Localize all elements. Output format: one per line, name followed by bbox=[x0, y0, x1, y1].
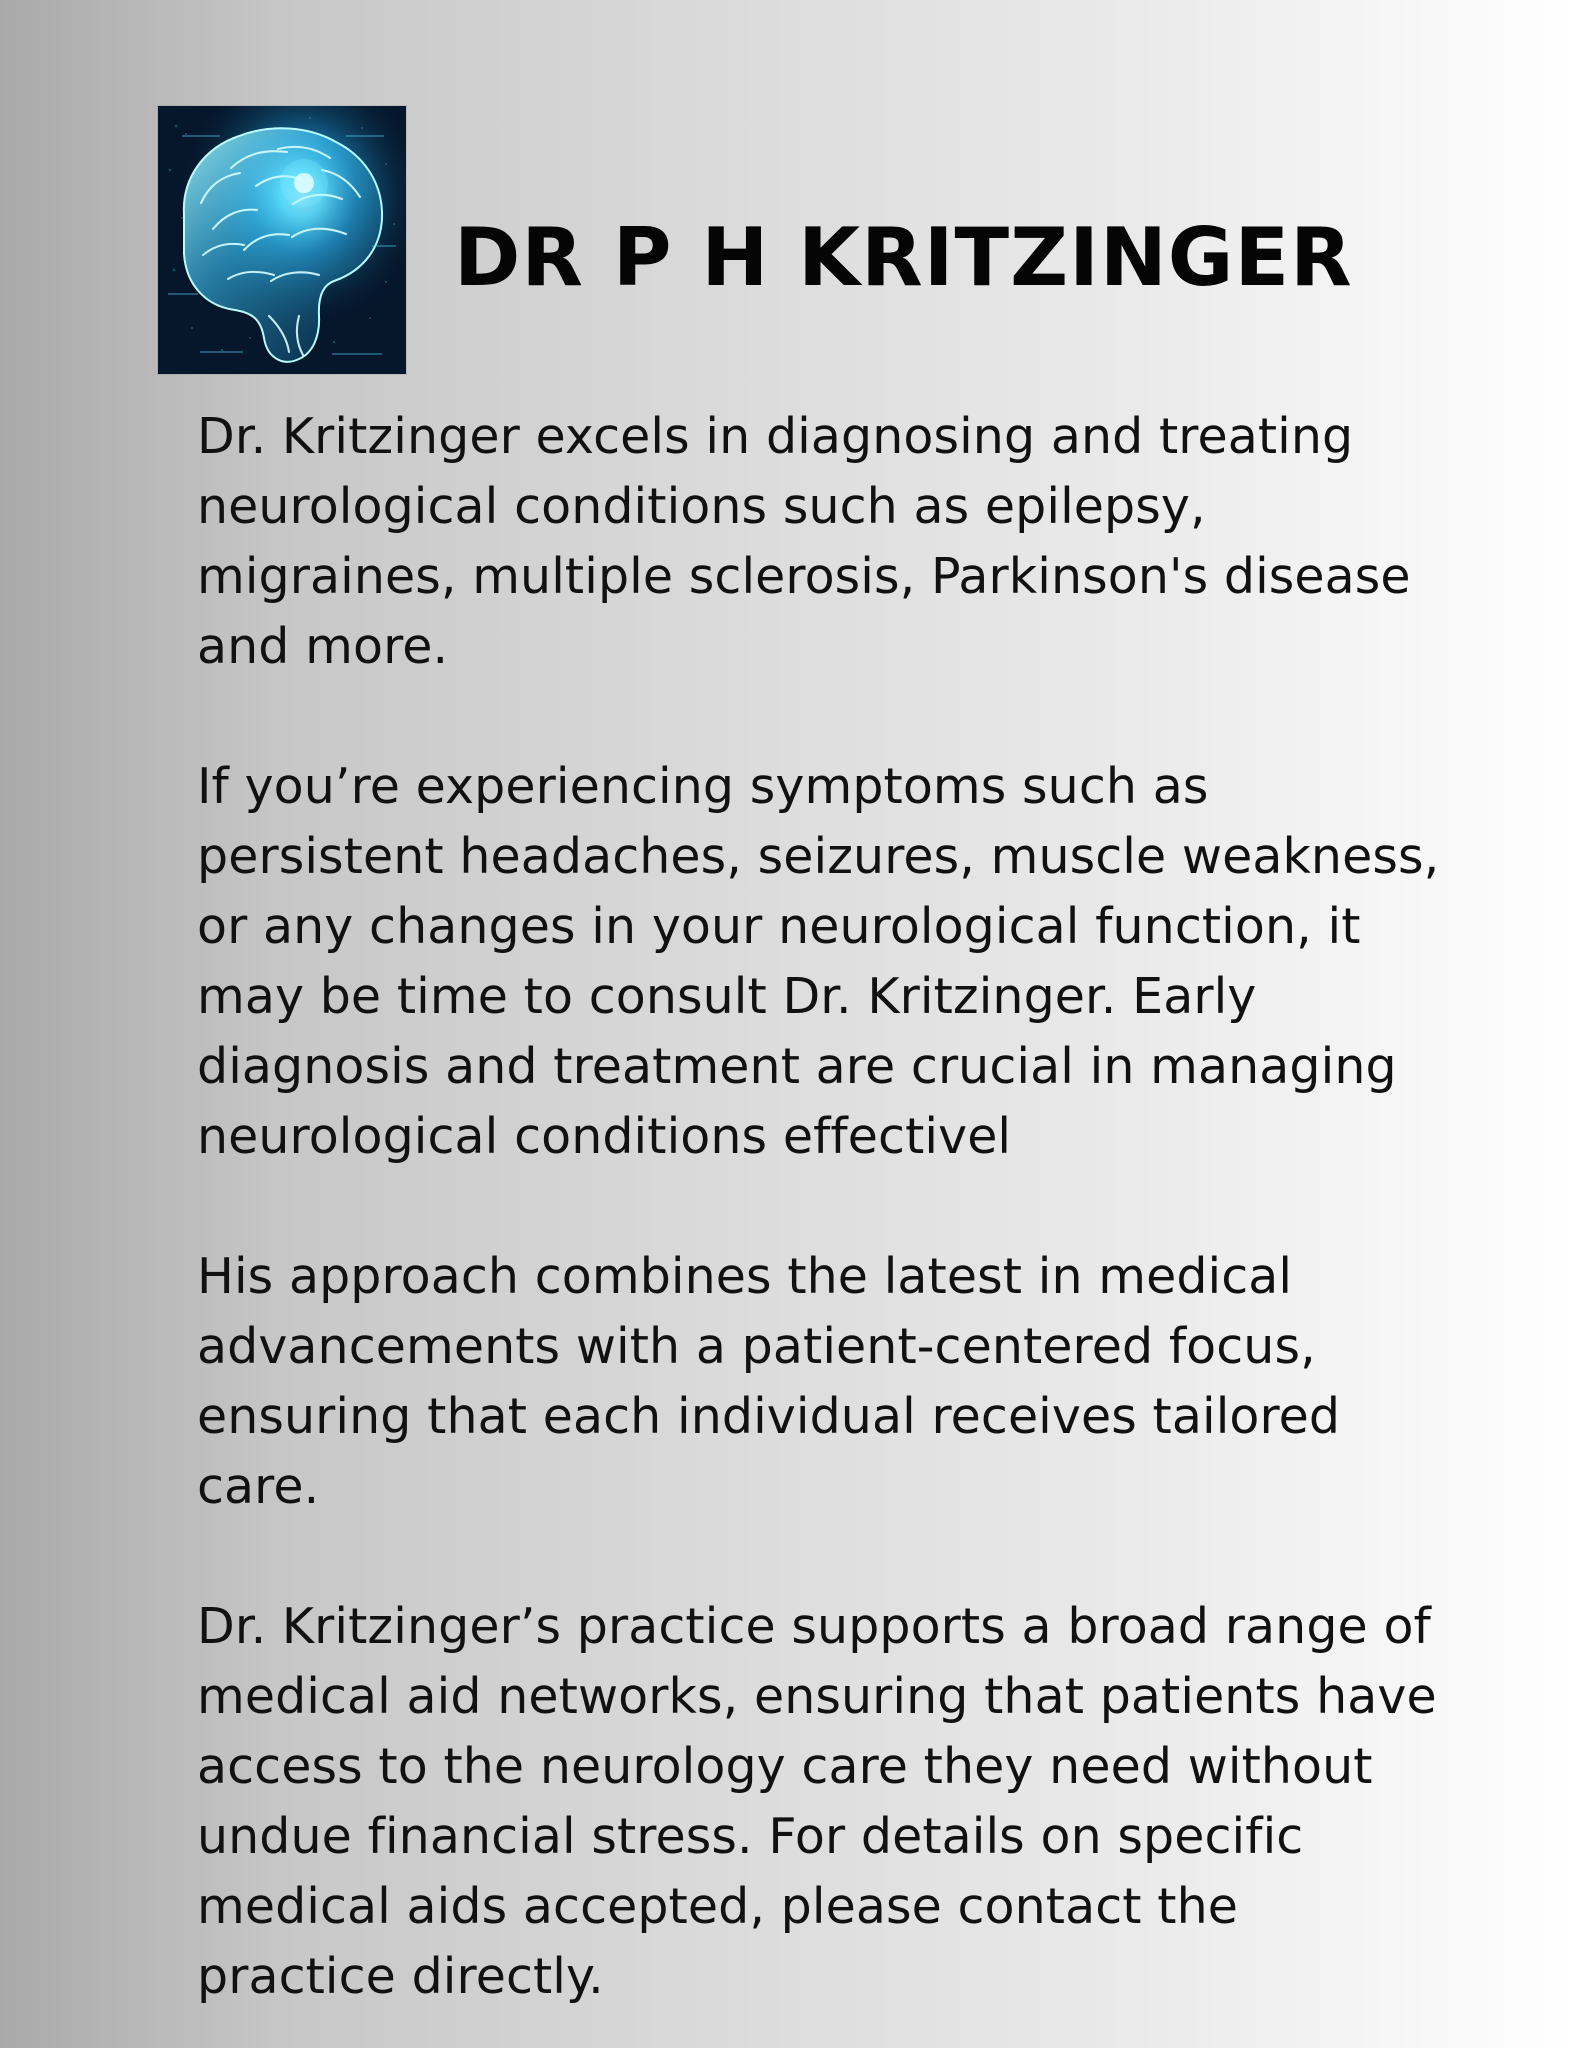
approach-paragraph: His approach combines the latest in medical advancements with a patient-centered focus, ensuring that each individual receives tailored care. bbox=[197, 1248, 1341, 1515]
brain-icon bbox=[158, 106, 406, 374]
symptoms-paragraph: If you’re experiencing symptoms such as persistent headaches, seizures, muscle weakness, or any changes in your neurological function, it may be time to consult Dr. Kritzinger. Early diagnosis and treatment are crucial in managing neurological conditions effectivel bbox=[197, 758, 1440, 1165]
doctor-description bbox=[197, 402, 1467, 2012]
doctor-name: DR P H KRITZINGER bbox=[454, 211, 1353, 304]
medical-aid-paragraph: Dr. Kritzinger’s practice supports a broad range of medical aid networks, ensuring that patients have access to the neurology care they need without undue financial stress. For details on specific medical aids accepted, please contact the practice directly. bbox=[197, 1598, 1437, 2005]
page-header bbox=[158, 106, 1408, 376]
conditions-paragraph: Dr. Kritzinger excels in diagnosing and treating neurological conditions such as epilepsy, migraines, multiple sclerosis, Parkinson's disease and more. bbox=[197, 408, 1411, 675]
